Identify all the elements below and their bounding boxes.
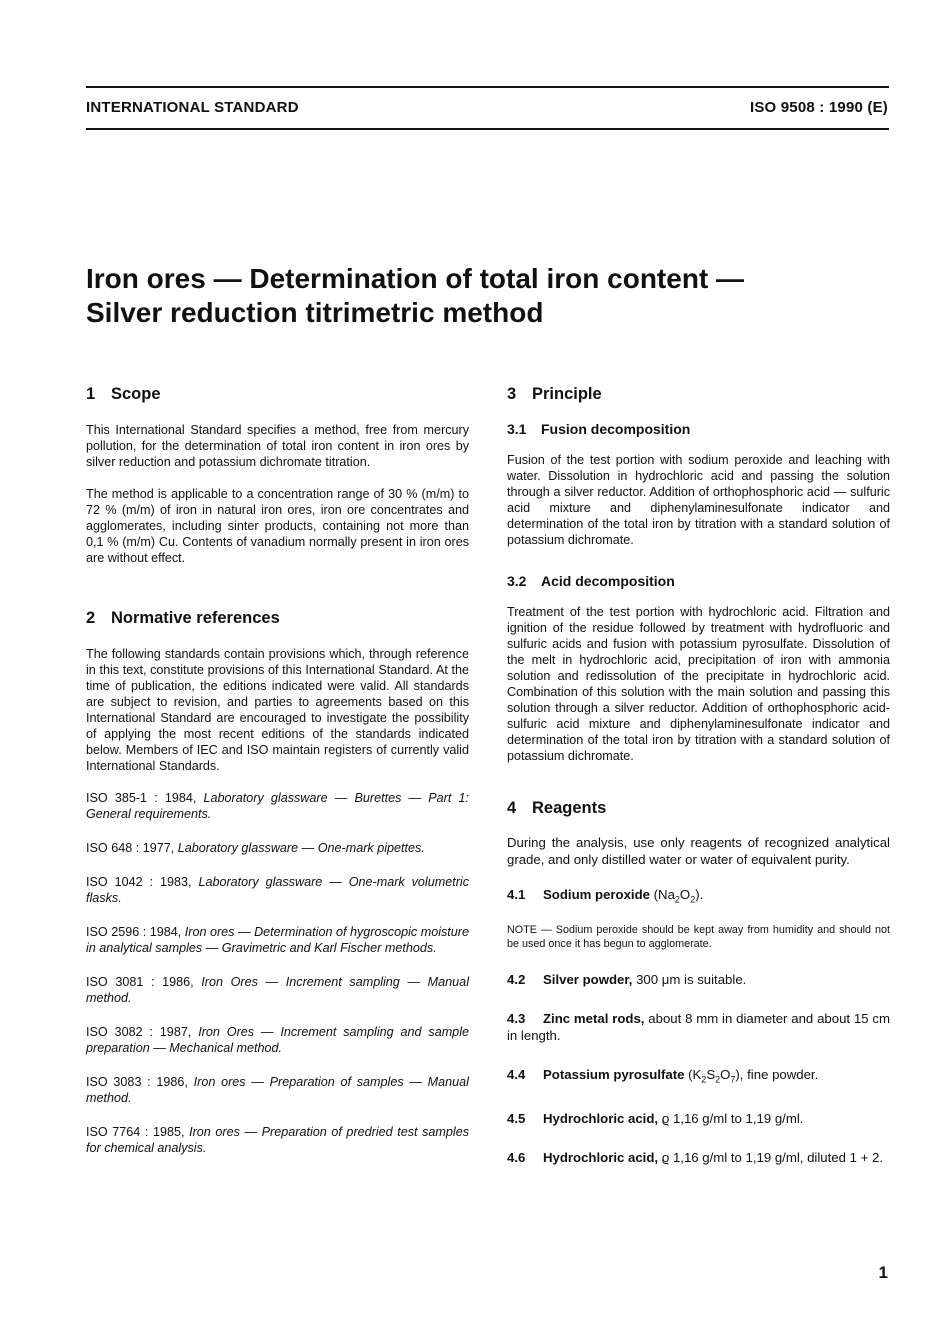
principle-3-2-text: Treatment of the test portion with hydrochloric acid. Filtration and ignition of the residue followed by treatment with hydrofluoric and sulfuric acids and fusion with potassium pyrosulfate. Dissolution of the melt in hydrochloric acid, precipitation of iron with ammonia solution and redissolution of the precipitate in hydrochloric acid. Combination of this solution with the main solution and passing this solution through a silver reductor. Addition of orthophosphoric acid-sulfuric acid mixture and diphenylaminesulfonate indicator and determination of the total iron by titration with a standard solution of potassium dichromate. [507, 605, 890, 763]
reagent-4-1: 4.1 Sodium peroxide $(Na_2O_2)$. [507, 887, 704, 905]
section-number: 1 [86, 385, 96, 403]
reagents-intro: During the analysis, use only reagents of recognized analytical grade, and only distilled water or water of equivalent purity. [507, 835, 890, 867]
title-line-2: Silver reduction titrimetric method [86, 297, 544, 328]
subsection-3-2-heading: 3.2 Acid decomposition [507, 573, 675, 589]
section-title: Normative references [111, 609, 280, 627]
reagent-4-3: 4.3 Zinc metal rods, about 8 mm in diameter and about 15 cm in length. [507, 1010, 890, 1043]
section-principle-heading [507, 384, 890, 404]
scope-paragraph-2: The method is applicable to a concentration range of 30 % (m/m) to 72 % (m/m) of iron in natural iron ores, iron ore concentrates and agglomerates, including sinter products, containing not more than 0,1 % (m/m) Cu. Contents of vanadium normally present in iron ores are without effect. [86, 487, 469, 565]
normative-intro: The following standards contain provisions which, through reference in this text, constitute provisions of this International Standard. At the time of publication, the editions indicated were valid. All standards are subject to revision, and parties to agreements based on this International Standard are encouraged to investigate the possibility of applying the most recent editions of the standards indicated below. Members of IEC and ISO maintain registers of currently valid International Standards. [86, 647, 469, 773]
reference-item: ISO 648 : 1977, Laboratory glassware — One-mark pipettes. [86, 841, 425, 855]
section-number: 3 [507, 385, 517, 403]
document-title [86, 262, 886, 330]
principle-3-1-text: Fusion of the test portion with sodium peroxide and leaching with water. Dissolution in hydrochloric acid and passing the solution through a silver reductor. Addition of orthophosphoric acid — sulfuric acid mixture and diphenylaminesulfonate indicator and determination of the total iron by titration with a standard solution of potassium dichromate. [507, 453, 890, 547]
section-title: Principle [532, 385, 602, 403]
reference-item: ISO 385-1 : 1984, Laboratory glassware — Burettes — Part 1: General requirements. [86, 791, 470, 821]
header-bottom-rule [86, 128, 889, 130]
reference-item: ISO 2596 : 1984, Iron ores — Determination of hygroscopic moisture in analytical samples — Gravimetric and Karl Fischer methods. [86, 925, 469, 955]
scope-paragraph-1: This International Standard specifies a method, free from mercury pollution, for the determination of total iron content in iron ores by silver reduction and potassium dichromate titration. [86, 423, 469, 469]
section-normative-heading [86, 608, 469, 628]
reference-item: ISO 3083 : 1986, Iron ores — Preparation of samples — Manual method. [86, 1075, 469, 1105]
header-left: INTERNATIONAL STANDARD [86, 99, 299, 116]
reagent-note: NOTE — Sodium peroxide should be kept away from humidity and should not be used once it has begun to agglomerate. [507, 923, 890, 950]
reference-item: ISO 3081 : 1986, Iron Ores — Increment sampling — Manual method. [86, 975, 469, 1005]
section-title: Scope [111, 385, 161, 403]
subsection-3-1-heading: 3.1 Fusion decomposition [507, 421, 691, 437]
reagent-4-4: 4.4 Potassium pyrosulfate $(K_2S_2O_7)$, fine powder. [507, 1066, 819, 1085]
reagent-4-2: 4.2 Silver powder, 300 μm is suitable. [507, 971, 747, 987]
reference-item: ISO 1042 : 1983, Laboratory glassware — One-mark volumetric flasks. [86, 875, 469, 905]
reference-item: ISO 3082 : 1987, Iron Ores — Increment sampling and sample preparation — Mechanical method. [86, 1025, 469, 1055]
page-number: 1 [878, 1263, 888, 1282]
section-scope-heading [86, 384, 469, 404]
title-line-1: Iron ores — Determination of total iron content — [86, 263, 745, 294]
reference-item: ISO 7764 : 1985, Iron ores — Preparation of predried test samples for chemical analysis. [86, 1125, 470, 1155]
section-reagents-heading [507, 798, 890, 818]
left-column [86, 384, 469, 1156]
reagent-4-5: 4.5 Hydrochloric acid, ϱ 1,16 g/ml to 1,19 g/ml. [507, 1111, 804, 1127]
header-right: ISO 9508 : 1990 (E) [749, 99, 888, 116]
section-number: 4 [507, 799, 517, 817]
section-number: 2 [86, 609, 96, 627]
right-column [507, 384, 890, 1166]
section-title: Reagents [532, 799, 607, 817]
reagent-4-6: 4.6 Hydrochloric acid, ϱ 1,16 g/ml to 1,19 g/ml, diluted 1 + 2. [507, 1150, 883, 1166]
header-top-rule [86, 86, 889, 88]
